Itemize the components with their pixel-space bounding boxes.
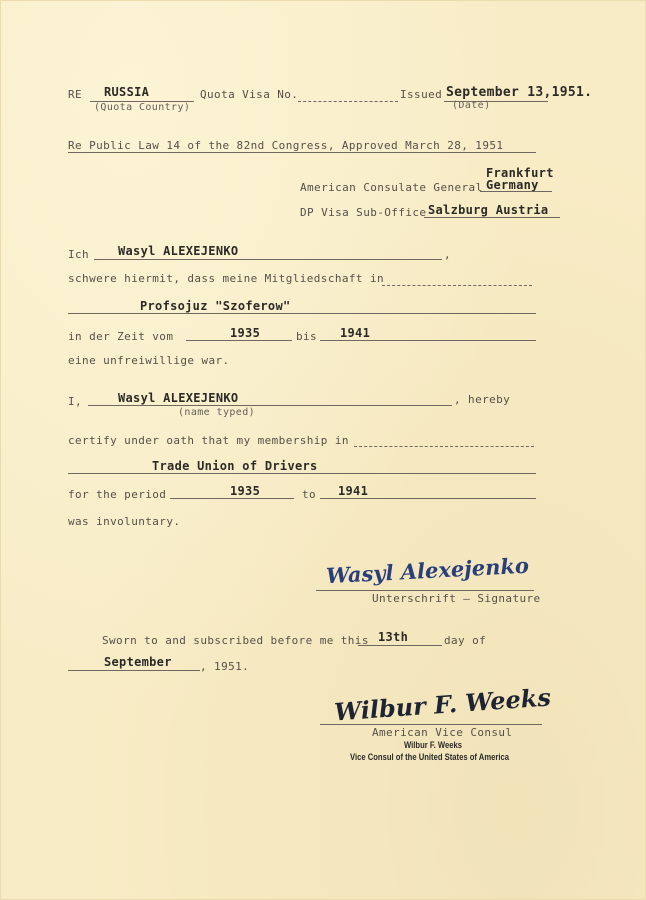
consul-stamp-name: Wilbur F. Weeks (404, 740, 463, 750)
german-to-year: 1941 (340, 326, 371, 340)
consulate-country: Germany (486, 178, 539, 192)
german-organization-line (68, 313, 536, 314)
schwere-text: schwere hiermit, dass meine Mitgliedschaft in (68, 272, 385, 285)
consulate-underline (480, 191, 552, 192)
certify-text: certify under oath that my membership in (68, 434, 349, 447)
english-name-value: Wasyl ALEXEJENKO (118, 391, 239, 405)
english-organization-line (68, 473, 536, 474)
german-from-year: 1935 (230, 326, 261, 340)
sworn-day-value: 13th (378, 630, 409, 644)
public-law-underline (68, 152, 536, 153)
english-name-line (88, 405, 452, 406)
unfreiwillig-text: eine unfreiwillige war. (68, 354, 230, 367)
suboffice-label: DP Visa Sub-Office (300, 206, 427, 219)
sworn-month-value: September (104, 655, 172, 669)
certify-line (354, 446, 534, 447)
schwere-line (382, 285, 532, 286)
english-from-year-line (170, 498, 294, 499)
consul-signature-line (320, 724, 542, 725)
english-from-year: 1935 (230, 484, 261, 498)
sworn-text: Sworn to and subscribed before me this (102, 634, 369, 647)
german-from-year-line (186, 340, 292, 341)
consul-stamp-title: Vice Consul of the United States of America (350, 752, 509, 762)
quota-country-value: RUSSIA (104, 85, 150, 99)
suboffice-value: Salzburg Austria (428, 203, 549, 217)
applicant-signature-line (316, 590, 534, 591)
german-to-year-line (320, 340, 536, 341)
name-typed-label: (name typed) (178, 407, 256, 418)
quota-country-label: (Quota Country) (94, 102, 191, 113)
re-label: RE (68, 88, 83, 101)
quota-visa-number-line (298, 101, 398, 102)
applicant-signature: Wasyl Alexejenko (325, 552, 530, 589)
to-label: to (302, 488, 317, 501)
sworn-day-line (358, 645, 442, 646)
german-name-value: Wasyl ALEXEJENKO (118, 244, 239, 258)
period-label: for the period (68, 488, 167, 501)
issued-label: Issued (400, 88, 443, 101)
consulate-label: American Consulate General (300, 181, 483, 194)
day-of-label: day of (444, 634, 487, 647)
english-organization-value: Trade Union of Drivers (152, 459, 318, 473)
i-label: I, (68, 395, 83, 408)
consul-signature: Wilbur F. Weeks (333, 682, 552, 727)
consulate-city: Frankfurt (486, 166, 554, 180)
english-to-year-line (320, 498, 536, 499)
public-law-line: Re Public Law 14 of the 82nd Congress, Approved March 28, 1951 (68, 139, 504, 152)
hereby-text: , hereby (454, 393, 511, 406)
bis-label: bis (296, 330, 318, 343)
german-name-line (94, 259, 442, 260)
issued-date-value: September 13,1951. (446, 85, 593, 100)
english-to-year: 1941 (338, 484, 369, 498)
involuntary-text: was involuntary. (68, 515, 181, 528)
zeit-label: in der Zeit vom (68, 330, 174, 343)
german-organization-value: Profsojuz "Szoferow" (140, 299, 291, 313)
signature-label: Unterschrift – Signature (372, 592, 541, 605)
sworn-month-line (68, 670, 200, 671)
sworn-year: , 1951. (200, 660, 250, 673)
suboffice-underline (424, 217, 560, 218)
consul-title: American Vice Consul (372, 726, 513, 739)
ich-label: Ich (68, 248, 90, 261)
quota-visa-label: Quota Visa No. (200, 88, 299, 101)
date-label: (Date) (452, 100, 491, 111)
german-name-comma: , (444, 248, 452, 261)
